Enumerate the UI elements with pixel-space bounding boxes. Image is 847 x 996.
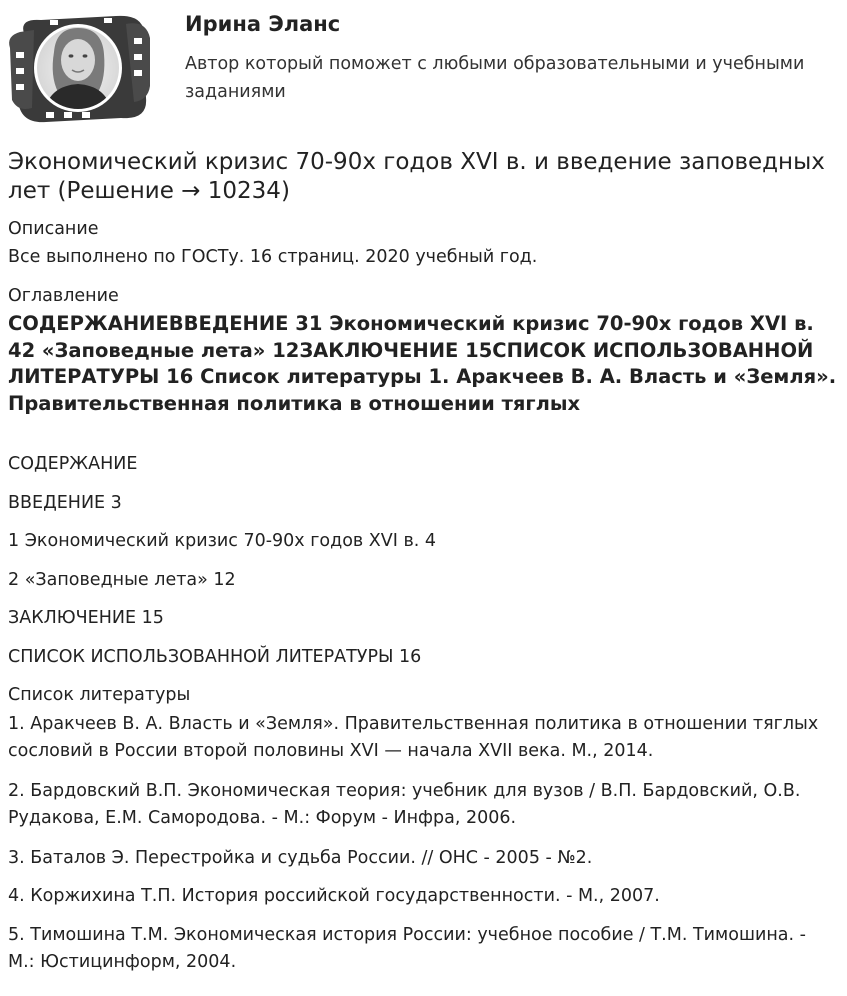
description-label: Описание [8,219,99,239]
contents-item: СПИСОК ИСПОЛЬЗОВАННОЙ ЛИТЕРАТУРЫ 16 [8,647,422,667]
contents-item: ВВЕДЕНИЕ 3 [8,493,122,513]
reference-item: 2. Бардовский В.П. Экономическая теория: учебник для вузов / В.П. Бардовский, О.В. Рудакова, Е.М. Самородова. - М.: Форум - Инфра, 2006. [8,781,801,828]
toc-summary: СОДЕРЖАНИЕВВЕДЕНИЕ 31 Экономический кризис 70-90х годов XVI в. 42 «Заповедные лета» 12ЗАКЛЮЧЕНИЕ 15СПИСОК ИСПОЛЬЗОВАННОЙ ЛИТЕРАТУРЫ 16 Список литературы 1. Аракчеев В. А. Власть и «Земля». Правительственная политика в отношении тяглых [8,312,837,415]
author-description: Автор который поможет с любыми образовательными и учебными заданиями [185,54,805,102]
description-text: Все выполнено по ГОСТу. 16 страниц. 2020 учебный год. [8,247,538,267]
contents-item: 2 «Заповедные лета» 12 [8,570,236,590]
contents-item: 1 Экономический кризис 70-90х годов XVI в. 4 [8,531,437,551]
document-title: Экономический кризис 70-90х годов XVI в. и введение заповедных лет (Решение → 10234) [8,149,825,204]
contents-item: ЗАКЛЮЧЕНИЕ 15 [8,608,164,628]
contents-item: СОДЕРЖАНИЕ [8,454,138,474]
author-avatar [6,8,152,126]
author-card [0,0,847,130]
author-name: Ирина Эланс [185,12,341,36]
reference-item: 1. Аракчеев В. А. Власть и «Земля». Правительственная политика в отношении тяглых сословий в России второй половины XVI — начала XVII века. М., 2014. [8,714,819,761]
reference-item: 3. Баталов Э. Перестройка и судьба России. // ОНС - 2005 - №2. [8,848,593,868]
toc-label: Оглавление [8,286,119,306]
reference-item: 4. Коржихина Т.П. История российской государственности. - М., 2007. [8,886,660,906]
reference-item: 5. Тимошина Т.М. Экономическая история России: учебное пособие / Т.М. Тимошина. - М.: Юстицинформ, 2004. [8,925,806,972]
references-label: Список литературы [8,685,191,705]
